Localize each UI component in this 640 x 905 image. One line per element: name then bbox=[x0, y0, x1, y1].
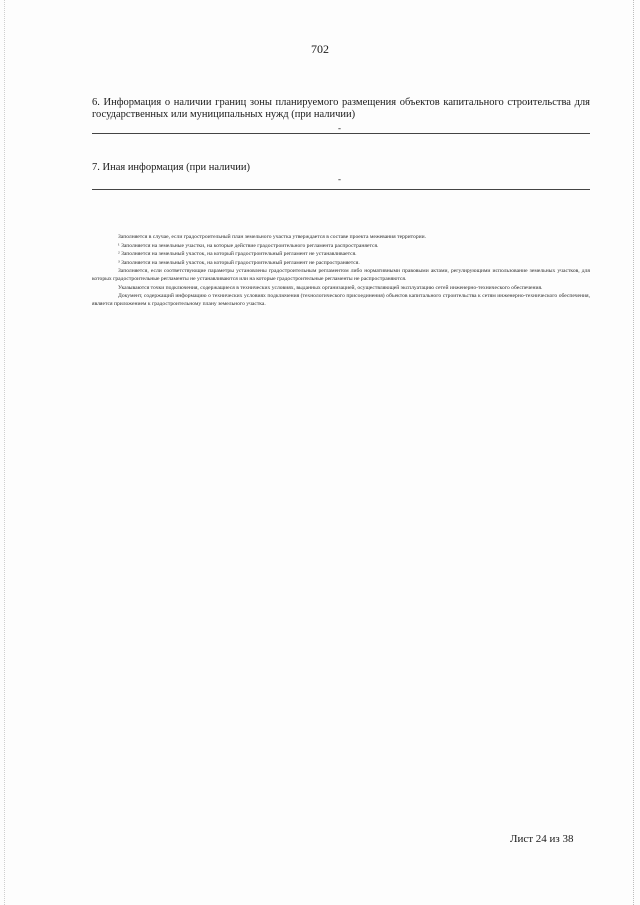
footnote: ² Заполняется на земельный участок, на который градостроительный регламент не устанавливается. bbox=[118, 251, 357, 258]
page-number: 702 bbox=[311, 42, 329, 56]
scan-edge-left bbox=[4, 0, 6, 905]
section-7-rule bbox=[92, 189, 590, 190]
footnote: ³ Заполняется на земельный участок, на который градостроительный регламент не распространяется. bbox=[118, 259, 360, 266]
footnotes bbox=[92, 234, 590, 308]
footnote: ¹ Заполняется на земельные участки, на которые действие градостроительного регламента распространяется. bbox=[118, 242, 379, 249]
footnote: Заполняется в случае, если градостроительный план земельного участка утверждается в составе проекта межевания территории. bbox=[118, 234, 427, 240]
scan-edge-right bbox=[633, 0, 635, 905]
section-6-value: - bbox=[338, 123, 341, 133]
section-7-heading: 7. Иная информация (при наличии) bbox=[92, 162, 250, 173]
section-7-value: - bbox=[338, 174, 341, 184]
section-6-rule bbox=[92, 133, 590, 134]
sheet-label: Лист 24 из 38 bbox=[510, 833, 574, 845]
footnote: Указываются точки подключения, содержащиеся в технических условиях, выданных организацией, осуществляющей эксплуатацию сетей инженерно-технического обеспечения. bbox=[118, 284, 543, 291]
footnote: Заполняется, если соответствующие параметры установлены градостроительным регламентом либо нормативными правовыми актами, регулирующими использование земельных участков, для которых градостроительные регламенты не устанавливаются или на которые градостроительные регламенты не распространяются. bbox=[92, 268, 590, 282]
section-6-heading: 6. Информация о наличии границ зоны планируемого размещения объектов капитального строительства для государственных или муниципальных нужд (при наличии) bbox=[92, 97, 590, 120]
footnote: Документ, содержащий информацию о технических условиях подключения (технологического присоединения) объектов капитального строительства к сетям инженерно-технического обеспечения, является приложением к градостроительному плану земельного участка. bbox=[92, 293, 590, 307]
